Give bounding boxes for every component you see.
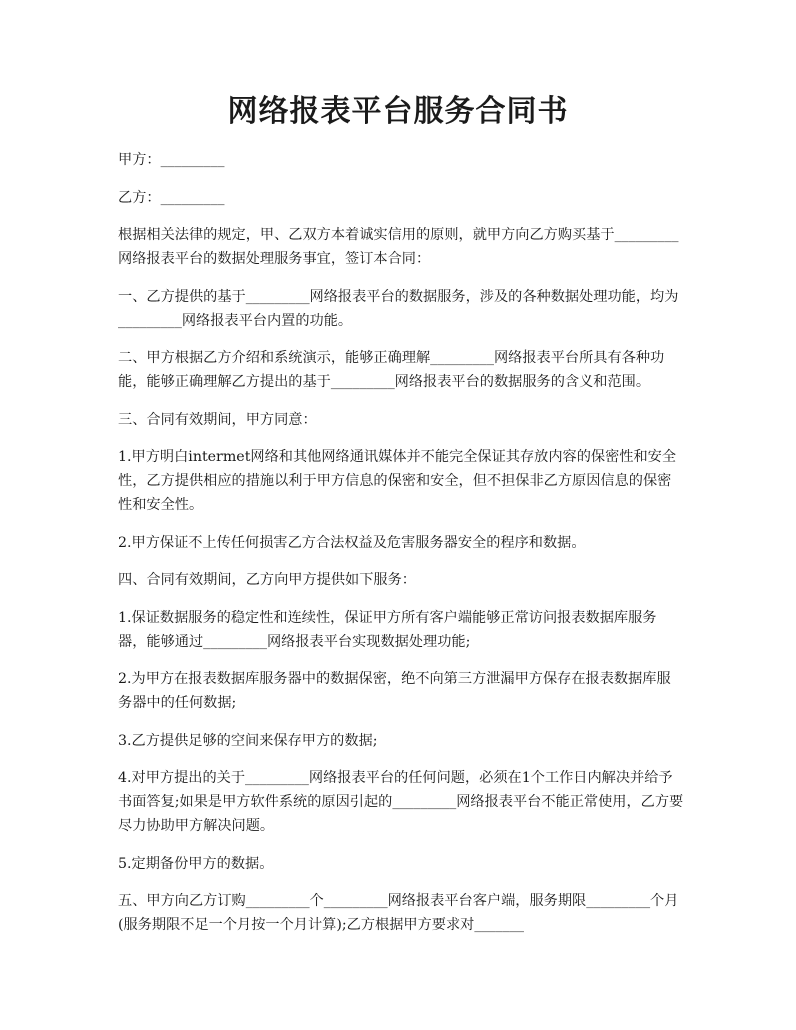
party-b-line: 乙方：_________: [118, 189, 225, 206]
clause-4-item-3: 3.乙方提供足够的空间来保存甲方的数据;: [118, 732, 378, 749]
clause-3-item-1: 1.甲方明白intermet网络和其他网络通讯媒体并不能完全保证其存放内容的保密性和安全性，乙方提供相应的措施以利于甲方信息的保密和安全，但不担保非乙方原因信息的保密性和安全性。: [118, 449, 677, 513]
party-a-line: 甲方：_________: [118, 152, 225, 168]
clause-4-heading: 四、合同有效期间，乙方向甲方提供如下服务：: [118, 572, 416, 588]
clause-4-item-2: 2.为甲方在报表数据库服务器中的数据保密，绝不向第三方泄漏甲方保存在报表数据库服务器中的任何数据;: [118, 671, 671, 711]
document-body: [118, 148, 684, 951]
clause-3-item-2: 2.甲方保证不上传任何损害乙方合法权益及危害服务器安全的程序和数据。: [118, 534, 586, 551]
preamble-paragraph: 根据相关法律的规定，甲、乙双方本着诚实信用的原则，就甲方向乙方购买基于_________网络报表平台的数据处理服务事宜，签订本合同：: [118, 227, 679, 267]
document-title: 网络报表平台服务合同书: [227, 94, 569, 129]
clause-5: 五、甲方向乙方订购_________个_________网络报表平台客户端，服务期限_________个月(服务期限不足一个月按一个月计算);乙方根据甲方要求对_______: [118, 893, 679, 933]
clause-4-item-1: 1.保证数据服务的稳定性和连续性，保证甲方所有客户端能够正常访问报表数据库服务器，能够通过_________网络报表平台实现数据处理功能;: [118, 609, 657, 650]
clause-4-item-5: 5.定期备份甲方的数据。: [118, 855, 274, 872]
clause-3-heading: 三、合同有效期间，甲方同意：: [118, 411, 317, 428]
clause-4-item-4: 4.对甲方提出的关于_________网络报表平台的任何问题，必须在1个工作日内解决并给予书面答复;如果是甲方软件系统的原因引起的_________网络报表平台不能正常使用，乙方要尽力协助甲方解决问题。: [118, 770, 684, 834]
clause-1: 一、乙方提供的基于_________网络报表平台的数据服务，涉及的各种数据处理功能，均为_________网络报表平台内置的功能。: [118, 288, 679, 329]
clause-2: 二、甲方根据乙方介绍和系统演示，能够正确理解_________网络报表平台所具有各种功能，能够正确理解乙方提出的基于_________网络报表平台的数据服务的含义和范围。: [118, 350, 665, 390]
